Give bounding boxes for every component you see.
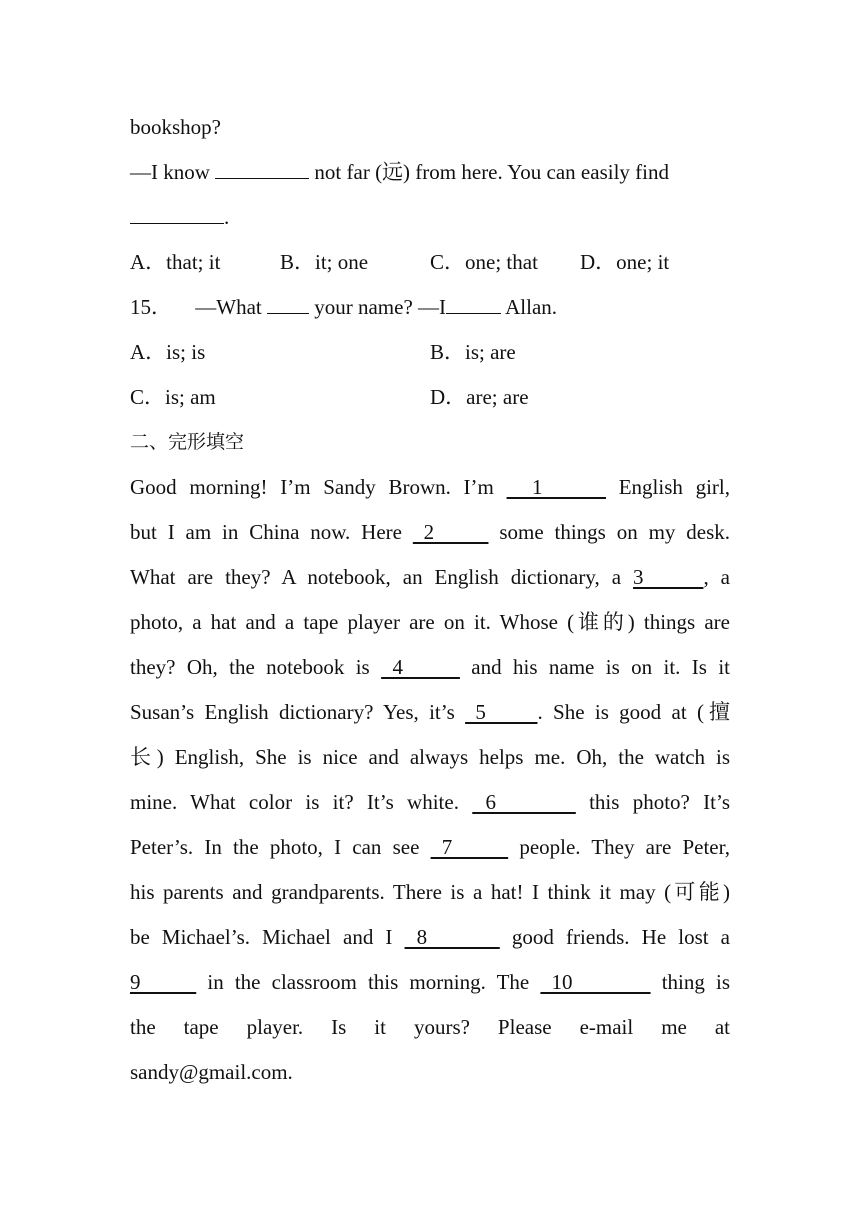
q15-stem [130,285,730,330]
cloze-line-6 [130,690,730,735]
text-run: —What [195,295,262,319]
q14-stem-line3 [130,195,730,240]
q14-stem-line2 [130,150,730,195]
q14-option-a: A．that; it [130,250,221,274]
q15-option-b: B．is; are [430,340,516,364]
cloze-blank-9: 9 [130,970,197,994]
text-run: English girl, [618,475,731,499]
cloze-line-9 [130,825,730,870]
text-run: . [224,205,230,229]
cloze-blank-8: 8 [404,925,500,949]
q14-stem-line1 [130,105,730,150]
cloze-line-11 [130,915,730,960]
cloze-line-5 [130,645,730,690]
cloze-blank-10: 10 [540,970,651,994]
q14-option-b: B．it; one [280,250,369,274]
cloze-line-1 [130,465,730,510]
text-run: people. They are Peter, [519,835,731,859]
cloze-line-14: sandy@gmail.com. [130,1060,293,1084]
text-run: Peter’s. In the photo, I can see [130,835,420,859]
section-title: 二、完形填空 [130,431,245,453]
text-run: your name? —I [314,295,447,319]
cloze-line-8 [130,780,730,825]
cloze-line-13: the tape player. Is it yours? Please e-mail me at [130,1015,730,1039]
text-run: bookshop? [130,115,221,139]
cloze-blank-7: 7 [430,835,509,859]
q15-option-d: D．are; are [430,385,529,409]
text-run: in the classroom this morning. The [207,970,530,994]
cloze-blank-3: 3 [633,565,704,589]
cloze-blank-5: 5 [465,700,538,724]
text-run: Susan’s English dictionary? Yes, it’s [130,700,455,724]
answer-blank [267,295,309,314]
q15-option-c: C．is; am [130,385,216,409]
answer-blank [446,295,501,314]
text-run: mine. What color is it? It’s white. [130,790,459,814]
cloze-blank-2: 2 [412,520,489,544]
question-number: 15． [130,295,172,319]
cloze-line-10: his parents and grandparents. There is a hat! I think it may (可能) [130,880,730,904]
text-run: some things on my desk. [499,520,730,544]
cloze-line-12 [130,960,730,1005]
text-run: What are they? A notebook, an English dictionary, a [130,565,622,589]
cloze-blank-6: 6 [472,790,576,814]
text-run: good friends. He lost a [511,925,731,949]
text-run: be Michael’s. Michael and I [130,925,393,949]
cloze-blank-1: 1 [506,475,607,499]
cloze-line-3 [130,555,730,600]
q14-option-c: C．one; that [430,250,538,274]
cloze-line-4: photo, a hat and a tape player are on it. Whose (谁的) things are [130,610,730,634]
answer-blank [215,160,309,179]
q14-option-d: D．one; it [580,250,670,274]
text-run: Good morning! I’m Sandy Brown. I’m [130,475,494,499]
text-run: —I know [130,160,210,184]
text-run: but I am in China now. Here [130,520,402,544]
text-run: thing is [661,970,731,994]
text-run: and his name is on it. Is it [471,655,731,679]
cloze-line-2 [130,510,730,555]
text-run: Allan. [505,295,558,319]
text-run: they? Oh, the notebook is [130,655,370,679]
text-run: , a [703,565,731,589]
text-run: this photo? It’s [589,790,731,814]
text-run: not far (远) from here. You can easily find [314,160,669,184]
text-run: . She is good at (擅 [537,700,731,724]
cloze-blank-4: 4 [381,655,460,679]
cloze-line-7: 长) English, She is nice and always helps me. Oh, the watch is [130,745,730,769]
answer-blank [130,205,224,224]
q15-option-a: A．is; is [130,340,206,364]
